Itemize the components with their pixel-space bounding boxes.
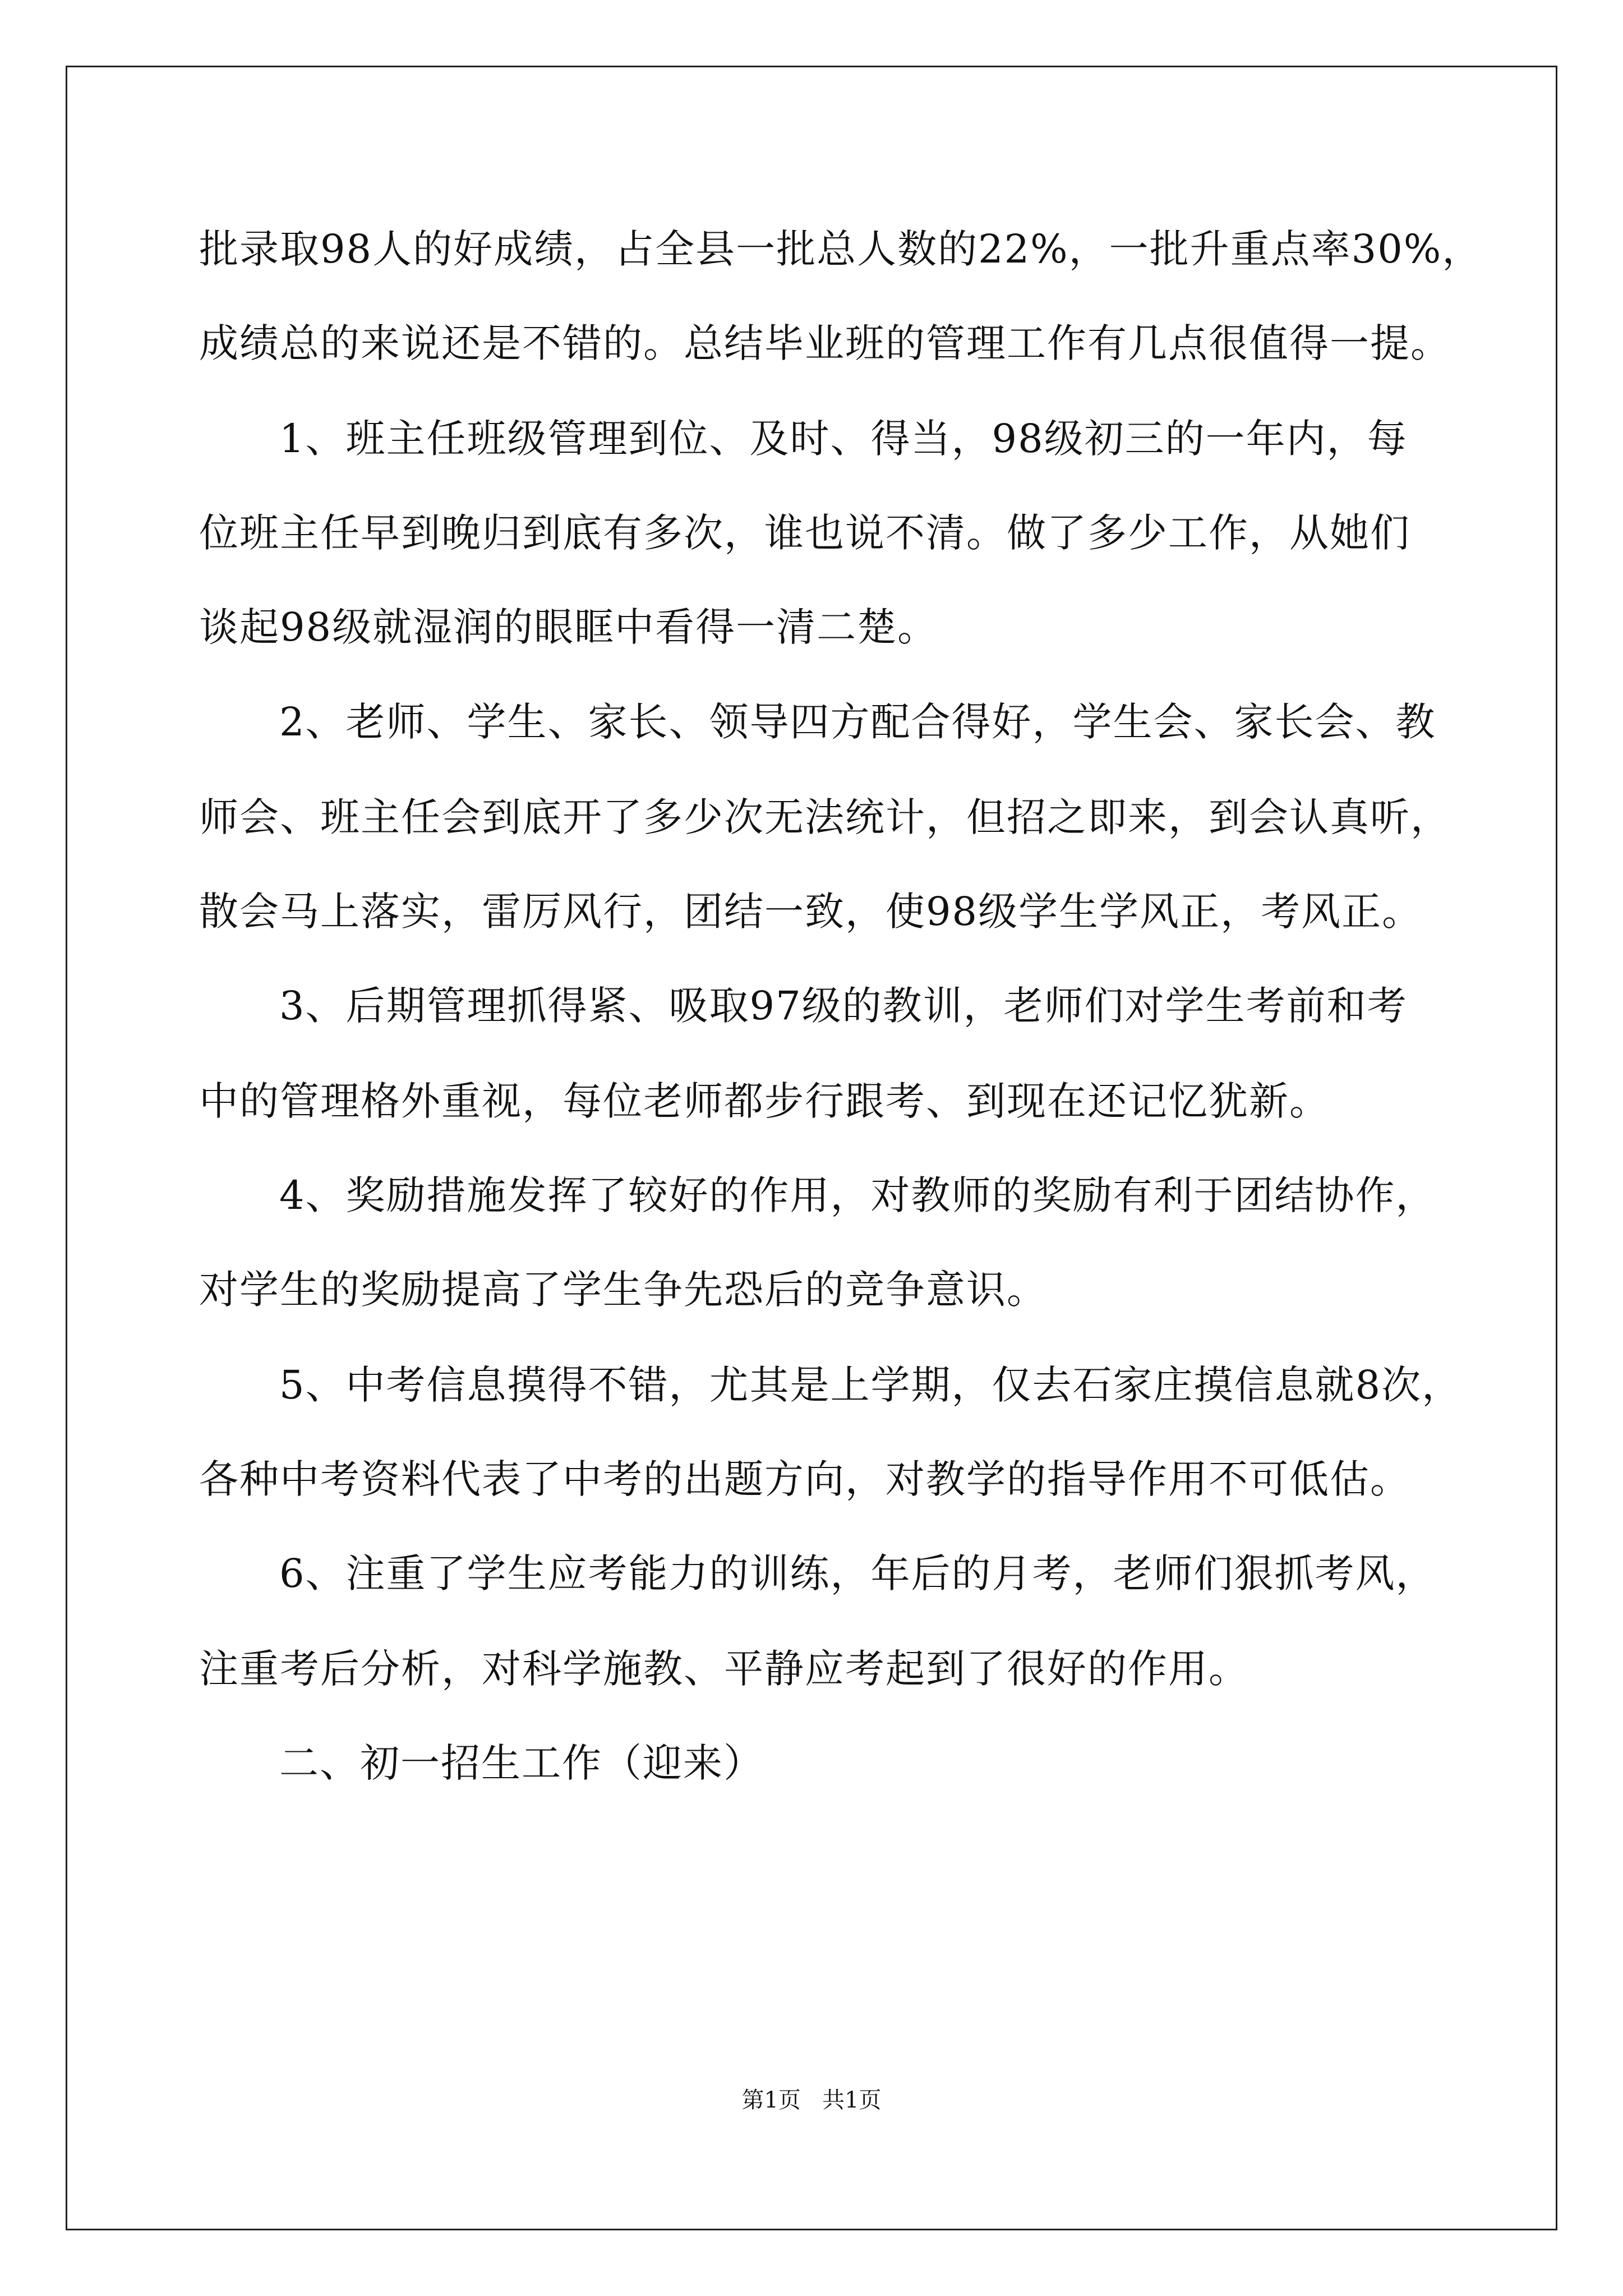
section-heading: 二、初一招生工作（迎来） [279,1740,764,1786]
page-number: 第1页 共1页 [741,2087,882,2113]
text-line-2: 成绩总的来说还是不错的。总结毕业班的管理工作有几点很值得一提。 [199,320,1451,366]
text-line-1: 批录取98人的好成绩，占全县一批总人数的22%，一批升重点率30%， [199,226,1483,272]
text-line-12: 对学生的奖励提高了学生争先恐后的竞争意识。 [199,1267,1047,1313]
text-line-14: 各种中考资料代表了中考的出题方向，对教学的指导作用不可低估。 [199,1456,1410,1502]
text-line-15: 6、注重了学生应考能力的训练，年后的月考，老师们狠抓考风， [279,1550,1436,1596]
text-line-13: 5、中考信息摸得不错，尤其是上学期，仅去石家庄摸信息就8次， [279,1362,1463,1408]
text-line-6: 2、老师、学生、家长、领导四方配合得好，学生会、家长会、教 [279,699,1436,745]
text-line-3: 1、班主任班级管理到位、及时、得当，98级初三的一年内，每 [279,416,1408,462]
text-line-11: 4、奖励措施发挥了较好的作用，对教师的奖励有利于团结协作， [279,1172,1436,1218]
text-line-7: 师会、班主任会到底开了多少次无法统计，但招之即来，到会认真听， [199,794,1451,840]
text-line-4: 位班主任早到晚归到底有多次，谁也说不清。做了多少工作，从她们 [199,510,1410,556]
text-line-8: 散会马上落实，雷厉风行，团结一致，使98级学生学风正，考风正。 [199,889,1423,935]
text-line-9: 3、后期管理抓得紧、吸取97级的教训，老师们对学生考前和考 [279,983,1408,1029]
text-line-5: 谈起98级就湿润的眼眶中看得一清二楚。 [199,604,938,650]
text-line-10: 中的管理格外重视，每位老师都步行跟考、到现在还记忆犹新。 [199,1078,1330,1124]
page-border [66,66,1557,2230]
text-line-16: 注重考后分析，对科学施教、平静应考起到了很好的作用。 [199,1646,1249,1692]
